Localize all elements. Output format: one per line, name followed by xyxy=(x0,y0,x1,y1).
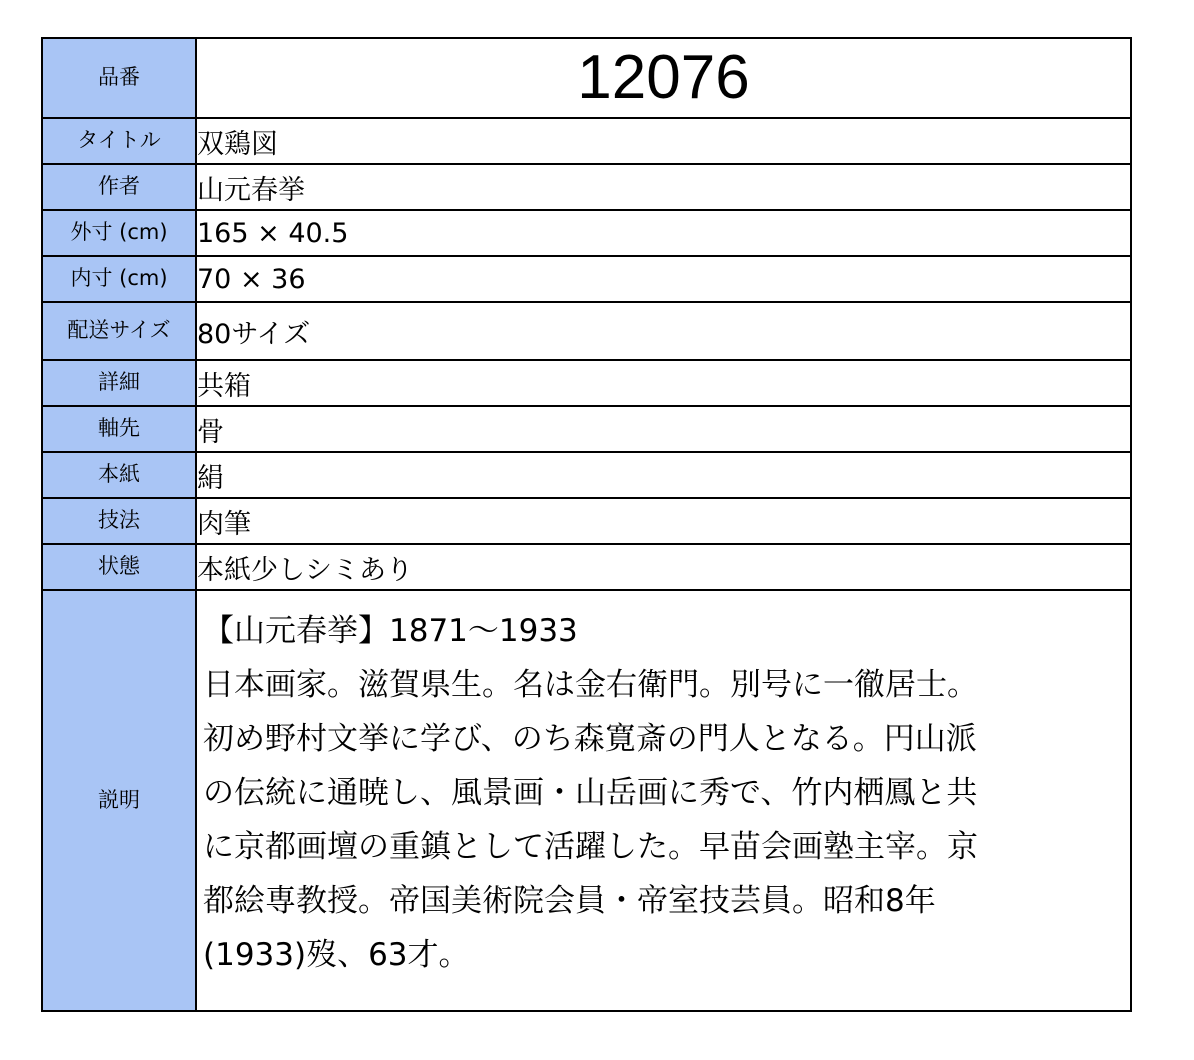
label-condition: 状態 xyxy=(42,544,196,590)
row-outer-size xyxy=(42,210,1131,256)
row-inner-size xyxy=(42,256,1131,302)
value-description xyxy=(196,590,1131,1011)
row-artist xyxy=(42,164,1131,210)
row-technique xyxy=(42,498,1131,544)
label-technique: 技法 xyxy=(42,498,196,544)
label-outer-size: 外寸 (cm) xyxy=(42,210,196,256)
row-title xyxy=(42,118,1131,164)
label-description: 説明 xyxy=(42,590,196,1011)
row-roller-ends xyxy=(42,406,1131,452)
row-base-material xyxy=(42,452,1131,498)
label-product-number: 品番 xyxy=(42,38,196,118)
description-line: 初め野村文挙に学び、のち森寛斎の門人となる。円山派 xyxy=(203,721,977,757)
description-line: 【山元春挙】1871〜1933 xyxy=(203,613,578,649)
value-base-material: 絹 xyxy=(196,452,1131,498)
row-description xyxy=(42,590,1131,1011)
row-condition xyxy=(42,544,1131,590)
description-line: の伝統に通暁し、風景画・山岳画に秀で、竹内栖鳳と共 xyxy=(203,775,978,811)
value-details: 共箱 xyxy=(196,360,1131,406)
description-line: 日本画家。滋賀県生。名は金右衛門。別号に一徹居士。 xyxy=(203,667,978,703)
description-line: に京都画壇の重鎮として活躍した。早苗会画塾主宰。京 xyxy=(203,829,978,865)
value-roller-ends: 骨 xyxy=(196,406,1131,452)
value-shipping-size: 80サイズ xyxy=(196,302,1131,360)
label-base-material: 本紙 xyxy=(42,452,196,498)
label-shipping-size: 配送サイズ xyxy=(42,302,196,360)
value-product-number: 12076 xyxy=(196,38,1131,118)
description-line: 都絵専教授。帝国美術院会員・帝室技芸員。昭和8年 xyxy=(203,883,936,919)
value-title: 双鶏図 xyxy=(196,118,1131,164)
label-artist: 作者 xyxy=(42,164,196,210)
row-details xyxy=(42,360,1131,406)
value-condition: 本紙少しシミあり xyxy=(196,544,1131,590)
label-details: 詳細 xyxy=(42,360,196,406)
product-spec-sheet xyxy=(41,37,1132,1012)
value-artist: 山元春挙 xyxy=(196,164,1131,210)
value-outer-size: 165 × 40.5 xyxy=(196,210,1131,256)
label-inner-size: 内寸 (cm) xyxy=(42,256,196,302)
label-title: タイトル xyxy=(42,118,196,164)
row-shipping-size xyxy=(42,302,1131,360)
value-technique: 肉筆 xyxy=(196,498,1131,544)
spec-table xyxy=(41,37,1132,1012)
label-roller-ends: 軸先 xyxy=(42,406,196,452)
value-inner-size: 70 × 36 xyxy=(196,256,1131,302)
description-line: (1933)歿、63才。 xyxy=(203,937,470,973)
row-product-number xyxy=(42,38,1131,118)
